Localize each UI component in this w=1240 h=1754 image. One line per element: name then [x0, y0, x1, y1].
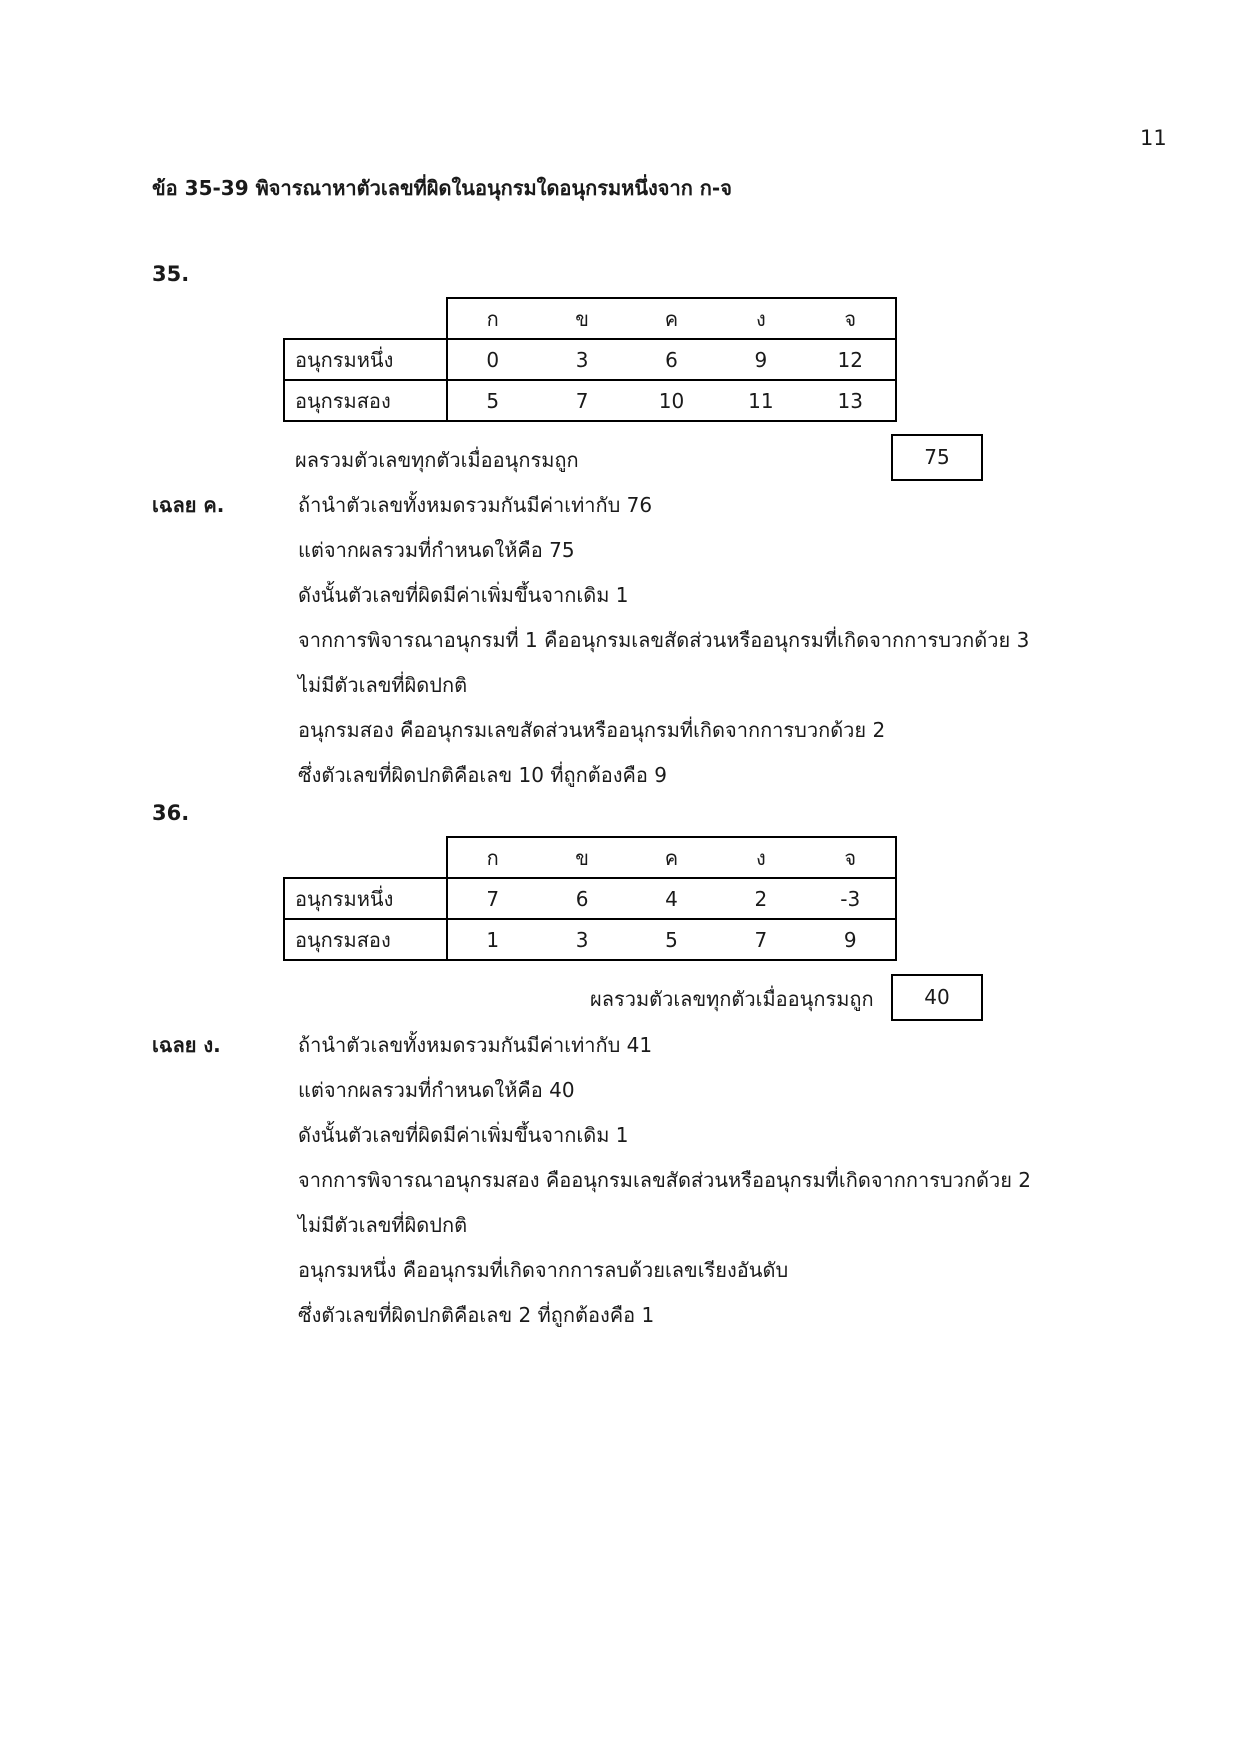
cell-value: 1 [486, 927, 500, 952]
answer-line: ดังนั้นตัวเลขที่ผิดมีค่าเพิ่มขึ้นจากเดิม 1 [298, 583, 629, 607]
answer-line: ไม่มีตัวเลขที่ผิดปกติ [298, 673, 468, 697]
page-number: 11 [1140, 126, 1167, 150]
cell-value: 4 [665, 886, 678, 911]
answer-line: ถ้านำตัวเลขทั้งหมดรวมกันมีค่าเท่ากับ 76 [298, 493, 653, 517]
table-row [284, 339, 896, 380]
column-header: ก [486, 306, 499, 331]
answer-label: เฉลย ค. [152, 493, 225, 517]
answer-line: แต่จากผลรวมที่กำหนดให้คือ 75 [298, 538, 575, 562]
answer-line: อนุกรมหนึ่ง คืออนุกรมที่เกิดจากการลบด้วยเลขเรียงอันดับ [298, 1258, 789, 1282]
answer-line: จากการพิจารณาอนุกรมที่ 1 คืออนุกรมเลขสัดส่วนหรืออนุกรมที่เกิดจากการบวกด้วย 3 [298, 628, 1030, 652]
cell-value: 6 [575, 886, 589, 911]
cell-value: 5 [665, 927, 678, 952]
cell-value: 3 [575, 927, 589, 952]
cell-value: 0 [486, 347, 500, 372]
column-header: ข [575, 845, 589, 870]
cell-value: 7 [575, 388, 589, 413]
column-header: ง [755, 845, 766, 870]
column-header: จ [844, 306, 857, 331]
cell-value: 7 [754, 927, 768, 952]
cell-value: 5 [486, 388, 500, 413]
cell-value: 13 [837, 388, 863, 413]
answer-label: เฉลย ง. [152, 1033, 221, 1057]
cell-value: 3 [575, 347, 589, 372]
cell-value: 6 [665, 347, 678, 372]
answer-line: ไม่มีตัวเลขที่ผิดปกติ [298, 1213, 468, 1237]
table-row [284, 878, 896, 919]
question-number: 35. [152, 262, 190, 286]
cell-value: 12 [837, 347, 863, 372]
cell-value: 7 [486, 886, 500, 911]
cell-value: 10 [658, 388, 685, 413]
cell-value: 9 [754, 347, 768, 372]
answer-line: แต่จากผลรวมที่กำหนดให้คือ 40 [298, 1078, 575, 1102]
cell-value: 11 [748, 388, 774, 413]
sum-label: ผลรวมตัวเลขทุกตัวเมื่ออนุกรมถูก [295, 448, 579, 472]
table-row [284, 380, 896, 421]
sum-value-box: 40 [891, 974, 983, 1021]
cell-value: 2 [754, 886, 768, 911]
section-heading: ข้อ 35-39 พิจารณาหาตัวเลขที่ผิดในอนุกรมใดอนุกรมหนึ่งจาก ก-จ [152, 176, 732, 200]
row-label: อนุกรมสอง [284, 919, 447, 960]
answer-line: ซึ่งตัวเลขที่ผิดปกติคือเลข 2 ที่ถูกต้องคือ 1 [298, 1303, 655, 1327]
answer-line: ซึ่งตัวเลขที่ผิดปกติคือเลข 10 ที่ถูกต้องคือ 9 [298, 763, 667, 787]
sum-value-box: 75 [891, 434, 983, 481]
column-header-row [447, 298, 896, 339]
column-header: ค [664, 306, 679, 331]
series-table [283, 836, 897, 961]
cell-value: -3 [840, 886, 861, 911]
column-header: จ [844, 845, 857, 870]
answer-line: จากการพิจารณาอนุกรมสอง คืออนุกรมเลขสัดส่วนหรืออนุกรมที่เกิดจากการบวกด้วย 2 [298, 1168, 1032, 1192]
column-header: ง [755, 306, 766, 331]
series-table [283, 297, 897, 422]
answer-line: ดังนั้นตัวเลขที่ผิดมีค่าเพิ่มขึ้นจากเดิม 1 [298, 1123, 629, 1147]
column-header: ค [664, 845, 679, 870]
column-header: ข [575, 306, 589, 331]
question-number: 36. [152, 801, 190, 825]
answer-line: อนุกรมสอง คืออนุกรมเลขสัดส่วนหรืออนุกรมที่เกิดจากการบวกด้วย 2 [298, 718, 886, 742]
row-label: อนุกรมหนึ่ง [284, 339, 447, 380]
cell-value: 9 [843, 927, 857, 952]
sum-label: ผลรวมตัวเลขทุกตัวเมื่ออนุกรมถูก [590, 987, 874, 1011]
column-header-row [447, 837, 896, 878]
column-header: ก [486, 845, 499, 870]
answer-line: ถ้านำตัวเลขทั้งหมดรวมกันมีค่าเท่ากับ 41 [298, 1033, 653, 1057]
table-row [284, 919, 896, 960]
row-label: อนุกรมสอง [284, 380, 447, 421]
row-label: อนุกรมหนึ่ง [284, 878, 447, 919]
